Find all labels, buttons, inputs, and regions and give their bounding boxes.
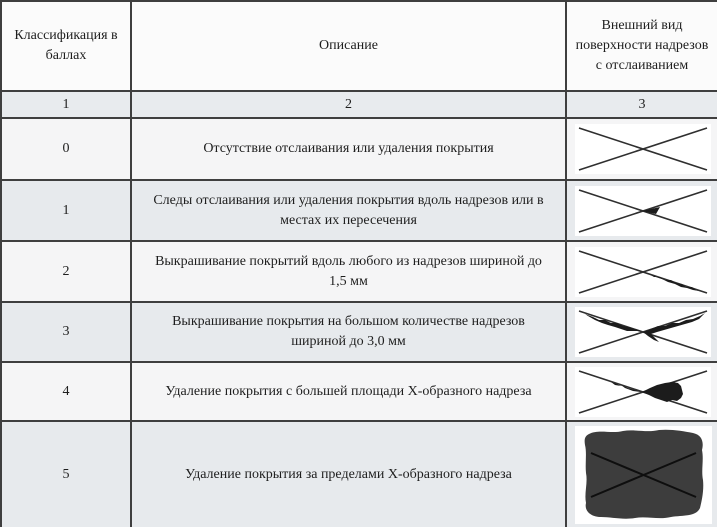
- appearance-cell: [566, 118, 717, 180]
- appearance-cell: [566, 241, 717, 302]
- description-cell: [131, 118, 566, 180]
- description-text: Следы отслаивания или удаления покрытия вдоль надрезов или в местах их пересечения: [153, 192, 544, 228]
- x-cut-trace-at-intersection-icon: [575, 186, 711, 236]
- description-text: Удаление покрытия с большей площади Х-образного надреза: [165, 383, 532, 399]
- coating-removed-beyond-x-cut-icon: [575, 426, 712, 524]
- description-cell: [131, 362, 566, 421]
- description-text: Удаление покрытия за пределами Х-образного надреза: [185, 466, 512, 482]
- column-number-1: 1: [1, 91, 131, 118]
- description-cell: [131, 302, 566, 362]
- score-cell: 1: [1, 180, 131, 241]
- appearance-cell: [566, 302, 717, 362]
- header-description: Описание: [131, 1, 566, 91]
- appearance-cell: [566, 421, 717, 527]
- table-row: [1, 302, 717, 362]
- score-cell: 2: [1, 241, 131, 302]
- table-row: [1, 241, 717, 302]
- x-cut-clean-icon: [575, 124, 711, 174]
- header-row: [1, 1, 717, 91]
- table-row: [1, 362, 717, 421]
- description-text: Выкрашивание покрытий вдоль любого из надрезов шириной до 1,5 мм: [155, 253, 542, 289]
- column-number-2: 2: [131, 91, 566, 118]
- header-score: Классификация в баллах: [1, 1, 131, 91]
- description-text: Отсутствие отслаивания или удаления покрытия: [203, 141, 494, 157]
- table-row: [1, 421, 717, 527]
- x-cut-flaking-along-many-cuts-icon: [575, 307, 711, 357]
- table-row: [1, 180, 717, 241]
- description-text: Выкрашивание покрытия на большом количестве надрезов шириной до 3,0 мм: [172, 314, 525, 349]
- description-cell: [131, 421, 566, 527]
- table-row: [1, 118, 717, 180]
- score-cell: 4: [1, 362, 131, 421]
- description-cell: [131, 180, 566, 241]
- description-cell: [131, 241, 566, 302]
- score-cell: 3: [1, 302, 131, 362]
- score-cell: 0: [1, 118, 131, 180]
- column-number-row: [1, 91, 717, 118]
- appearance-cell: [566, 180, 717, 241]
- appearance-cell: [566, 362, 717, 421]
- score-cell: 5: [1, 421, 131, 527]
- x-cut-flaking-along-one-cut-icon: [575, 247, 711, 297]
- column-number-3: 3: [566, 91, 717, 118]
- header-appearance: Внешний вид поверхности надрезов с отслаиванием: [566, 1, 717, 91]
- x-cut-large-area-removed-icon: [575, 367, 711, 417]
